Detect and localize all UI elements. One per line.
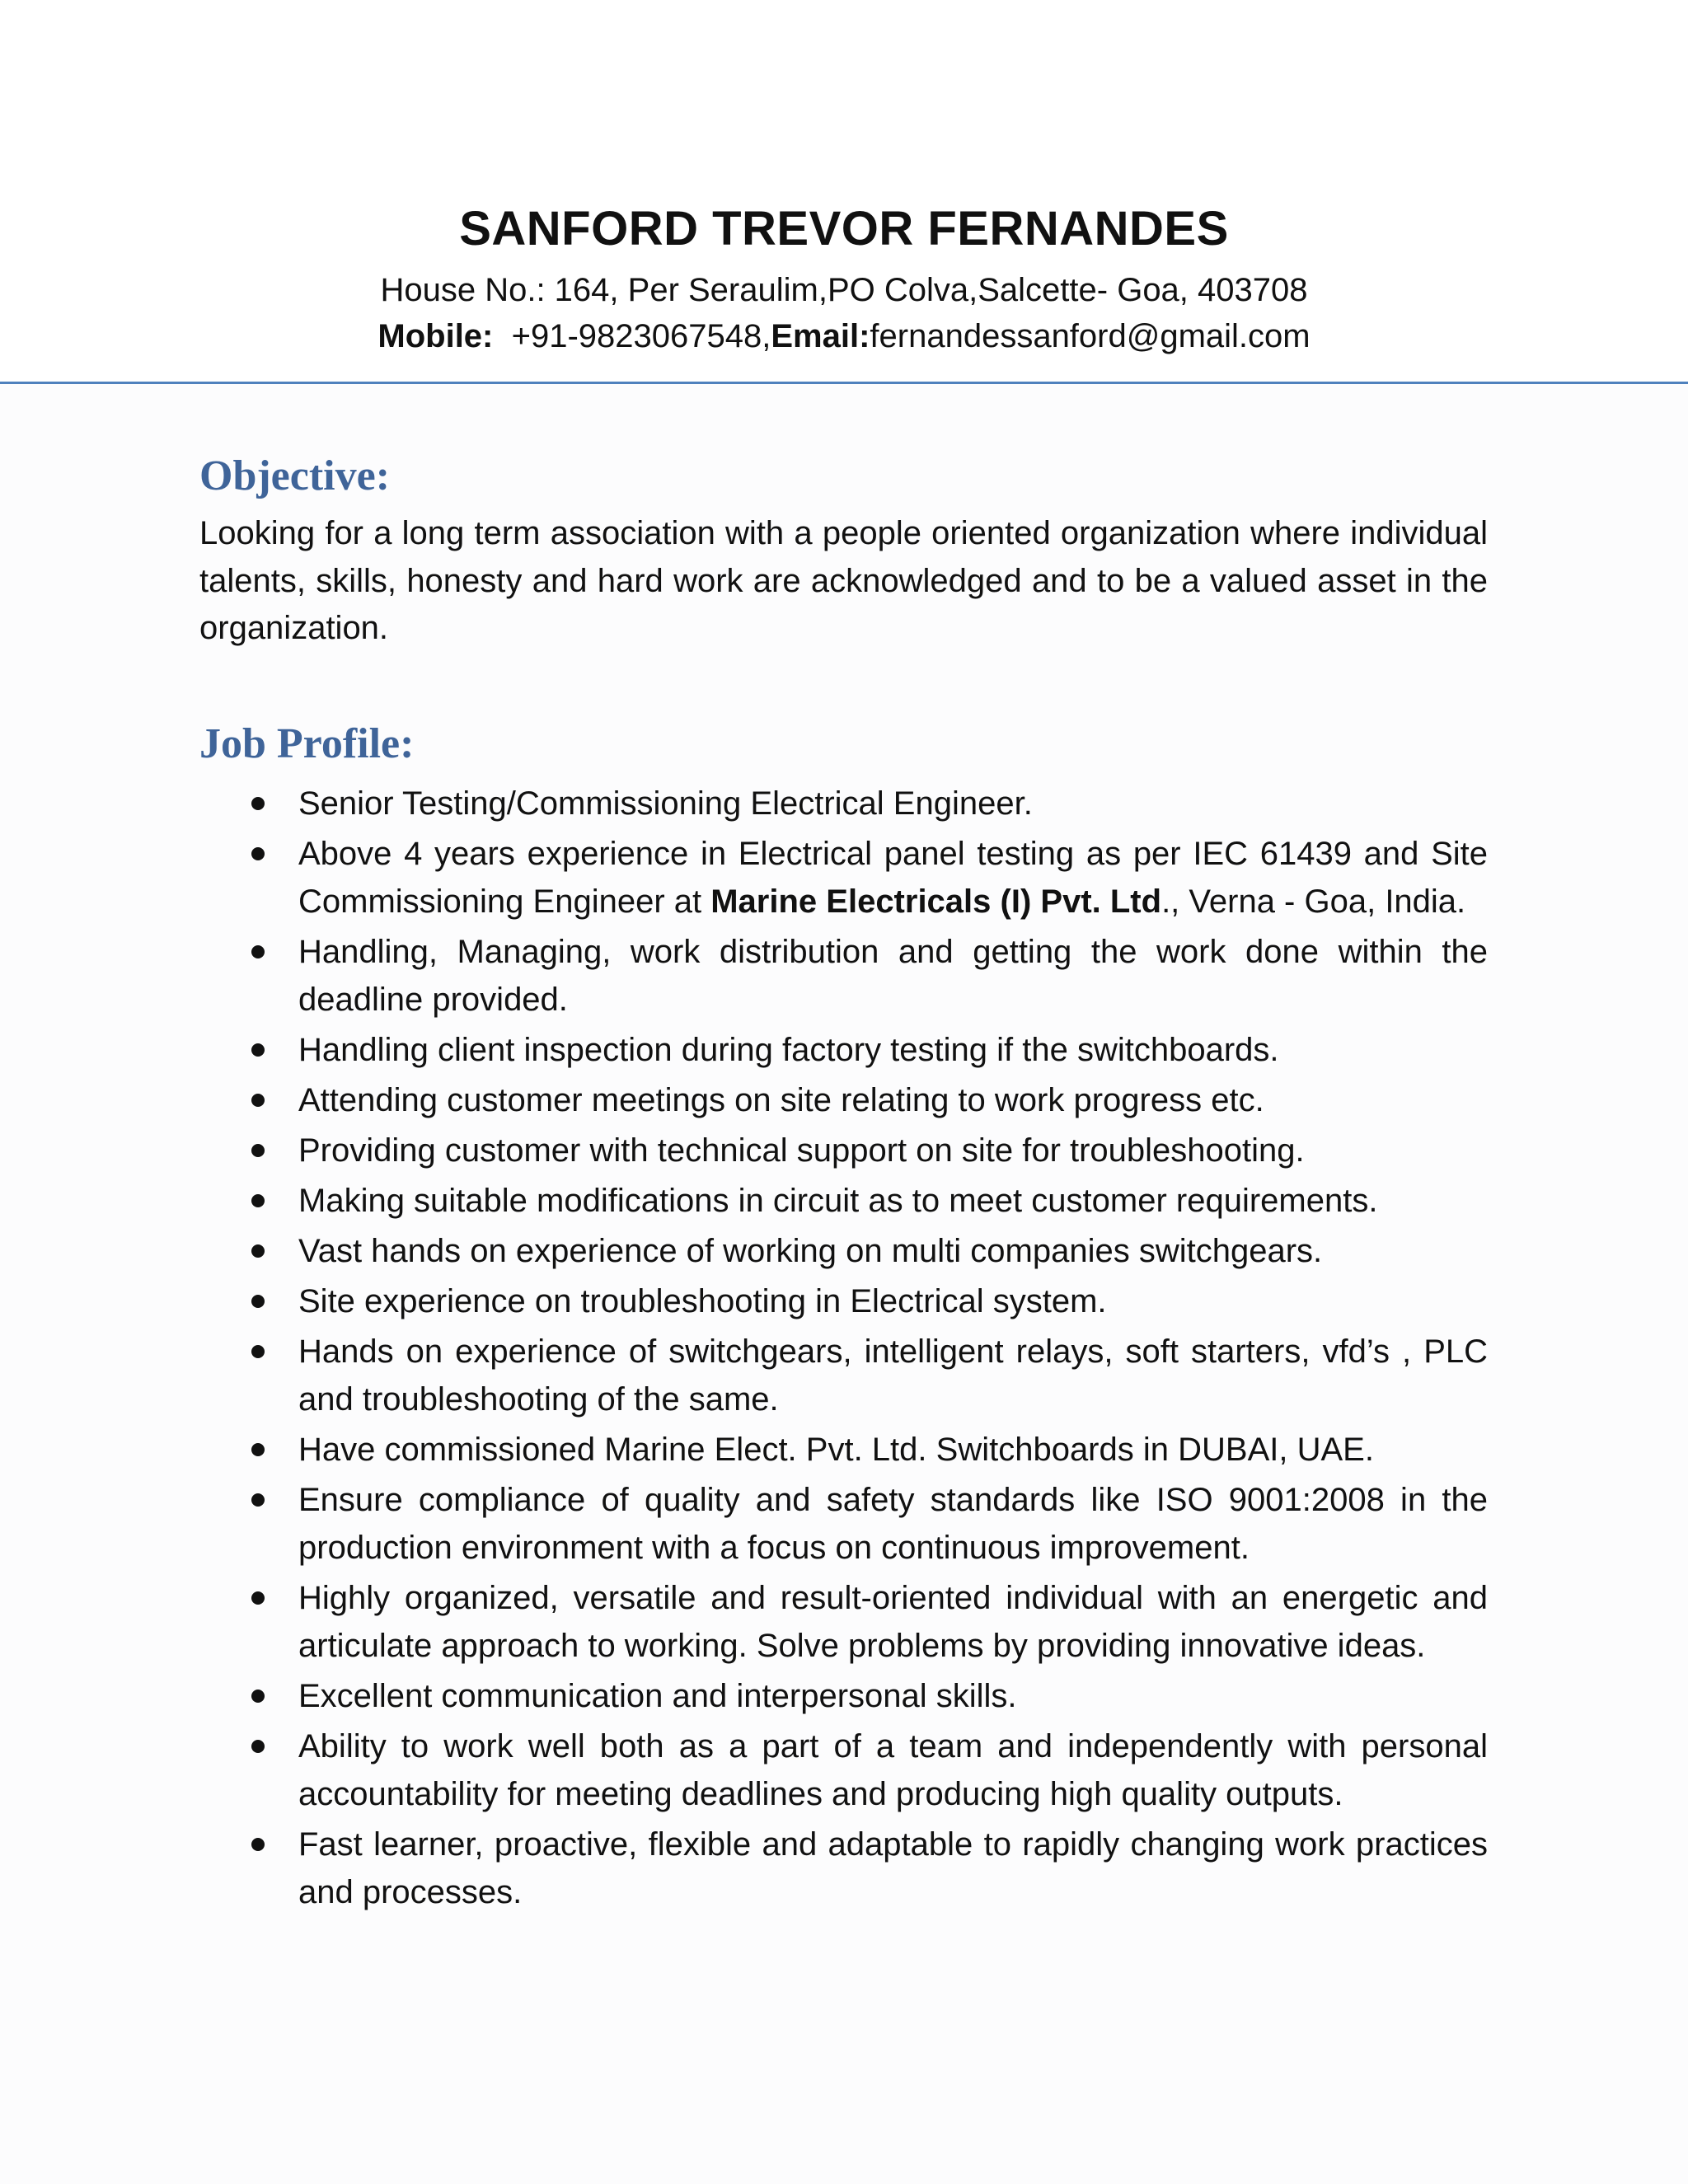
bullet-icon	[251, 1043, 265, 1057]
list-item-text: Fast learner, proactive, flexible and adaptable to rapidly changing work practices and processes.	[298, 1826, 1488, 1910]
list-item	[199, 1177, 1488, 1225]
list-item-text-suffix: ., Verna - Goa, India.	[1161, 883, 1466, 920]
bullet-icon	[251, 1144, 265, 1157]
list-item	[199, 928, 1488, 1024]
list-item	[199, 1672, 1488, 1720]
job-profile-list	[199, 780, 1488, 1919]
candidate-name: SANFORD TREVOR FERNANDES	[459, 202, 1229, 255]
bullet-icon	[251, 847, 265, 860]
list-item	[199, 830, 1488, 926]
list-item-text: Attending customer meetings on site relating to work progress etc.	[298, 1082, 1264, 1118]
list-item	[199, 1277, 1488, 1325]
list-item	[199, 780, 1488, 827]
list-item-text: Vast hands on experience of working on multi companies switchgears.	[298, 1233, 1323, 1269]
job-profile-heading: Job Profile:	[199, 720, 415, 767]
bullet-icon	[251, 1838, 265, 1851]
list-item	[199, 1574, 1488, 1670]
list-item	[199, 1426, 1488, 1474]
list-item-text: Handling client inspection during factory testing if the switchboards.	[298, 1032, 1279, 1068]
list-item-text: Handling, Managing, work distribution and getting the work done within the deadline provided.	[298, 934, 1488, 1018]
list-item-text: Making suitable modifications in circuit as to meet customer requirements.	[298, 1183, 1378, 1219]
mobile-number: +91-9823067548,	[511, 318, 771, 354]
company-name: Marine Electricals (I) Pvt. Ltd	[710, 883, 1162, 920]
bullet-icon	[251, 1493, 265, 1507]
candidate-address: House No.: 164, Per Seraulim,PO Colva,Salcette- Goa, 403708	[380, 272, 1308, 308]
bullet-icon	[251, 1591, 265, 1605]
bullet-icon	[251, 1094, 265, 1107]
bullet-icon	[251, 1345, 265, 1358]
list-item-text: Senior Testing/Commissioning Electrical Engineer.	[298, 785, 1033, 822]
email-label: Email:	[771, 318, 870, 354]
objective-text: Looking for a long term association with a people oriented organization where individual talents, skills, honesty and hard work are acknowledged and to be a valued asset in the organization.	[199, 515, 1488, 646]
list-item	[199, 1476, 1488, 1572]
list-item	[199, 1821, 1488, 1916]
list-item-text: Excellent communication and interpersonal skills.	[298, 1678, 1017, 1714]
list-item-text-prefix: Above 4 years experience in Electrical panel testing as per IEC 61439 and Site Commissioning Engineer at	[298, 836, 1488, 920]
bullet-icon	[251, 1690, 265, 1703]
list-item-text: Providing customer with technical support on site for troubleshooting.	[298, 1132, 1305, 1169]
list-item-text: Highly organized, versatile and result-oriented individual with an energetic and articulate approach to working. Solve problems by providing innovative ideas.	[298, 1580, 1488, 1664]
list-item	[199, 1076, 1488, 1124]
list-item-text: Hands on experience of switchgears, intelligent relays, soft starters, vfd’s , PLC and troubleshooting of the same.	[298, 1333, 1488, 1418]
list-item	[199, 1722, 1488, 1818]
bullet-icon	[251, 1740, 265, 1753]
mobile-label: Mobile:	[377, 318, 494, 354]
list-item-text: Ensure compliance of quality and safety standards like ISO 9001:2008 in the production environment with a focus on continuous improvement.	[298, 1482, 1488, 1566]
bullet-icon	[251, 1244, 265, 1258]
list-item	[199, 1127, 1488, 1174]
bullet-icon	[251, 1295, 265, 1308]
list-item-text: Have commissioned Marine Elect. Pvt. Ltd. Switchboards in DUBAI, UAE.	[298, 1432, 1374, 1468]
email-address: fernandessanford@gmail.com	[870, 318, 1311, 354]
bullet-icon	[251, 1443, 265, 1456]
bullet-icon	[251, 945, 265, 958]
list-item-text: Ability to work well both as a part of a team and independently with personal accountability for meeting deadlines and producing high quality outputs.	[298, 1728, 1488, 1812]
bullet-icon	[251, 1194, 265, 1207]
list-item	[199, 1328, 1488, 1423]
contact-line	[0, 315, 1688, 358]
list-item-text: Site experience on troubleshooting in Electrical system.	[298, 1283, 1107, 1319]
bullet-icon	[251, 797, 265, 810]
resume-header	[0, 0, 1688, 384]
list-item	[199, 1227, 1488, 1275]
list-item	[199, 1026, 1488, 1074]
objective-heading: Objective:	[199, 452, 391, 499]
